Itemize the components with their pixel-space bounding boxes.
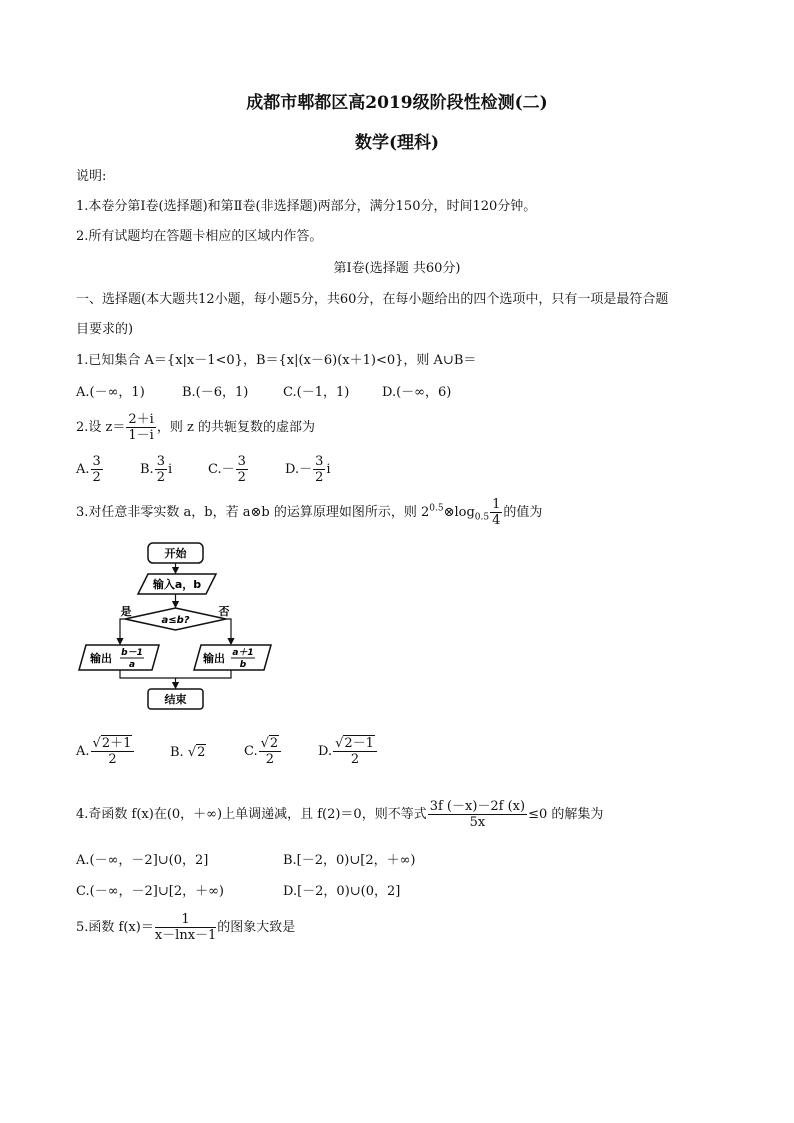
question-2-stem xyxy=(76,412,315,443)
page-subtitle: 数学(理科) xyxy=(354,133,440,153)
stem-text: 2.设 z＝ xyxy=(76,420,126,435)
denominator: 2 xyxy=(156,470,165,485)
flow-output-left-prefix: 输出 xyxy=(90,652,112,665)
question-2-option-d xyxy=(285,454,331,485)
subscript: 0.5 xyxy=(474,512,490,523)
stem-text: 5.函数 f(x)＝ xyxy=(76,920,154,935)
question-2-option-b xyxy=(140,454,172,485)
stem-text: ≤0 的解集为 xyxy=(528,807,604,822)
question-1-option-a: A.(－∞，1) xyxy=(76,385,145,400)
question-1-option-c: C.(－1，1) xyxy=(283,385,350,400)
denominator: 2 xyxy=(237,470,246,485)
question-4-option-c: C.(－∞，－2]∪[2，＋∞) xyxy=(76,884,224,899)
denominator: 2 xyxy=(315,470,324,485)
question-4-stem xyxy=(76,799,603,830)
question-1-option-b: B.(－6，1) xyxy=(182,385,249,400)
option-label: C. xyxy=(244,744,258,759)
option-label: B. xyxy=(140,462,154,477)
numerator: 3 xyxy=(92,454,101,469)
question-4-option-d: D.[－2，0)∪(0，2] xyxy=(283,884,401,899)
instruction-item-2: 2.所有试题均在答题卡相应的区域内作答。 xyxy=(76,229,323,244)
stem-text: 4.奇函数 f(x)在(0，＋∞)上单调递减，且 f(2)＝0，则不等式 xyxy=(76,807,427,822)
question-3-option-b: B. √2 xyxy=(170,745,206,760)
fraction xyxy=(126,412,155,443)
section-heading: 第Ⅰ卷(选择题 共60分) xyxy=(333,261,461,276)
stem-text: 的图象大致是 xyxy=(217,920,296,935)
question-4-option-b: B.[－2，0)∪[2，＋∞) xyxy=(283,853,416,868)
fraction xyxy=(91,454,103,485)
option-suffix: i xyxy=(326,462,331,477)
option-label: C.－ xyxy=(208,462,235,477)
question-2-option-a xyxy=(76,454,104,485)
radicand: 2－1 xyxy=(344,736,374,751)
section-desc-line2: 目要求的) xyxy=(76,322,134,337)
flow-decision-label: a≤b? xyxy=(161,615,190,626)
flow-arrow-no xyxy=(226,619,231,644)
stem-text: ，则 z 的共轭复数的虚部为 xyxy=(156,420,315,435)
denominator: 1－i xyxy=(128,428,154,443)
section-desc-line1: 一、选择题(本大题共12小题，每小题5分，共60分，在每小题给出的四个选项中，只有一项是最符合题 xyxy=(76,292,669,307)
option-label: B. xyxy=(170,745,184,760)
denominator: 4 xyxy=(492,513,501,528)
stem-text: 3.对任意非零实数 a，b，若 a⊗b 的运算原理如图所示，则 2 xyxy=(76,505,430,520)
option-label: D.－ xyxy=(285,462,313,477)
numerator: 3f (－x)－2f (x) xyxy=(429,799,526,814)
option-label: A. xyxy=(76,462,90,477)
superscript: 0.5 xyxy=(429,503,444,514)
instructions-label: 说明: xyxy=(76,169,107,184)
flowchart-diagram xyxy=(76,535,296,715)
question-2-option-c xyxy=(208,454,249,485)
denominator: 2 xyxy=(92,470,101,485)
denominator: 5x xyxy=(469,815,486,830)
question-1-option-d: D.(－∞，6) xyxy=(382,385,452,400)
fraction xyxy=(155,454,167,485)
flow-start-label: 开始 xyxy=(164,547,187,560)
numerator: √2 xyxy=(259,736,282,752)
flow-output-left-numerator: b－1 xyxy=(121,648,143,658)
question-3-option-a xyxy=(76,736,135,767)
fraction xyxy=(428,799,527,830)
flow-output-left-denominator: a xyxy=(128,660,136,670)
fraction xyxy=(313,454,325,485)
numerator: 3 xyxy=(237,454,246,469)
question-4-option-a: A.(－∞，－2]∪(0，2] xyxy=(76,853,209,868)
option-label: D. xyxy=(318,744,333,759)
question-3-option-c xyxy=(244,736,282,767)
radicand: 2 xyxy=(197,745,206,760)
numerator: √2＋1 xyxy=(91,736,135,752)
denominator: 2 xyxy=(265,752,275,767)
question-5-stem xyxy=(76,912,295,943)
fraction xyxy=(259,736,282,767)
numerator: 1 xyxy=(492,497,501,512)
fraction xyxy=(490,497,502,528)
denominator: x－lnx－1 xyxy=(154,928,217,943)
question-1-stem: 1.已知集合 A＝{x|x－1<0}，B＝{x|(x－6)(x＋1)<0}，则 A∪B＝ xyxy=(76,353,477,368)
flow-output-right-denominator: b xyxy=(239,660,247,670)
radicand: 2 xyxy=(269,736,279,751)
question-3-option-d xyxy=(318,736,378,767)
numerator: 2＋i xyxy=(128,412,154,427)
instruction-item-1: 1.本卷分第Ⅰ卷(选择题)和第Ⅱ卷(非选择题)两部分，满分150分，时间120分钟。 xyxy=(76,199,537,214)
fraction xyxy=(155,912,216,943)
fraction xyxy=(91,736,135,767)
flow-output-right-prefix: 输出 xyxy=(203,652,225,665)
flow-arrow-yes xyxy=(120,619,125,644)
numerator: √2－1 xyxy=(333,736,377,752)
denominator: 2 xyxy=(108,752,117,767)
flow-output-right-numerator: a＋1 xyxy=(232,648,254,658)
fraction xyxy=(333,736,377,767)
option-suffix: i xyxy=(167,462,173,477)
flow-input-label: 输入a，b xyxy=(152,578,202,591)
stem-text: ⊗log xyxy=(443,505,475,520)
numerator: 3 xyxy=(156,454,165,469)
question-3-stem xyxy=(76,497,542,528)
option-label: A. xyxy=(76,744,90,759)
flow-end-label: 结束 xyxy=(164,693,187,706)
numerator: 1 xyxy=(155,912,216,928)
flow-yes-label: 是 xyxy=(120,605,132,618)
radicand: 2＋1 xyxy=(101,736,132,751)
flow-merge-line xyxy=(120,670,231,678)
stem-text: 的值为 xyxy=(503,505,543,520)
fraction xyxy=(236,454,248,485)
page-title: 成都市郫都区高2019级阶段性检测(二) xyxy=(246,93,548,113)
denominator: 2 xyxy=(350,752,360,767)
flow-no-label: 否 xyxy=(218,605,230,618)
numerator: 3 xyxy=(315,454,324,469)
